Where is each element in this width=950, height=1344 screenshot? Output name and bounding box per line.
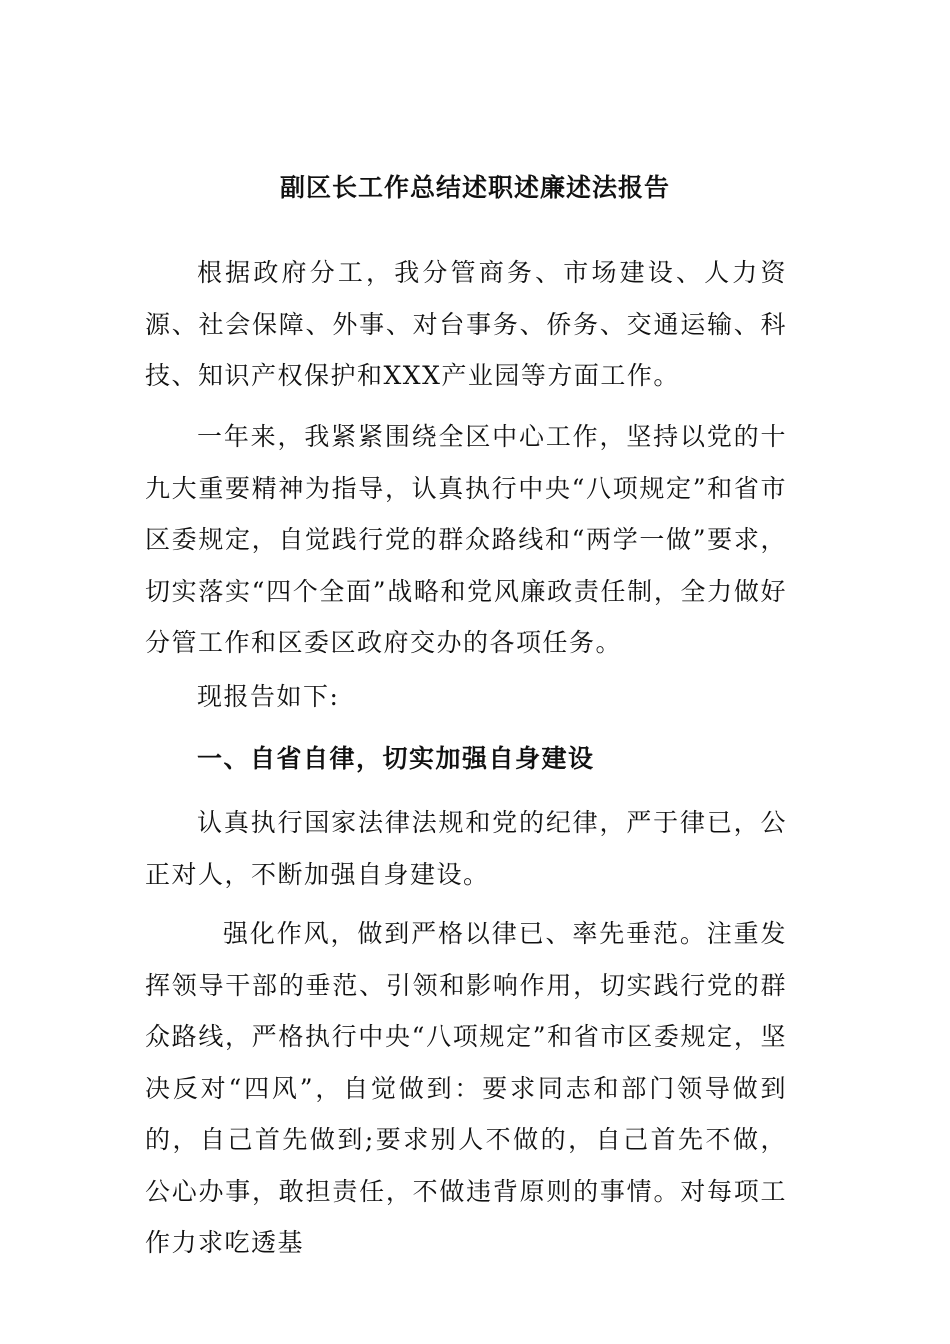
- paragraph-division-of-work: 根据政府分工，我分管商务、市场建设、人力资源、社会保障、外事、对台事务、侨务、交通运输、科技、知识产权保护和XXX产业园等方面工作。: [145, 258, 787, 390]
- paragraph-work-style: 强化作风，做到严格以律已、率先垂范。注重发挥领导干部的垂范、引领和影响作用，切实践行党的群众路线，严格执行中央“八项规定”和省市区委规定，坚决反对“四风”，自觉做到：要求同志和部门领导做到的，自己首先做到;要求别人不做的，自己首先不做，公心办事，敢担责任，不做违背原则的事情。对每项工作力求吃透基: [145, 919, 787, 1257]
- document-title: 副区长工作总结述职述廉述法报告: [279, 173, 670, 202]
- paragraph-annual-overview: 一年来，我紧紧围绕全区中心工作，坚持以党的十九大重要精神为指导，认真执行中央“八项规定”和省市区委规定，自觉践行党的群众路线和“两学一做”要求，切实落实“四个全面”战略和党风廉政责任制，全力做好分管工作和区委区政府交办的各项任务。: [145, 422, 787, 657]
- paragraph-report-intro: 现报告如下:: [197, 682, 340, 711]
- paragraph-self-discipline: 认真执行国家法律法规和党的纪律，严于律已，公正对人，不断加强自身建设。: [145, 808, 787, 889]
- section-heading-1: 一、自省自律，切实加强自身建设: [197, 744, 595, 773]
